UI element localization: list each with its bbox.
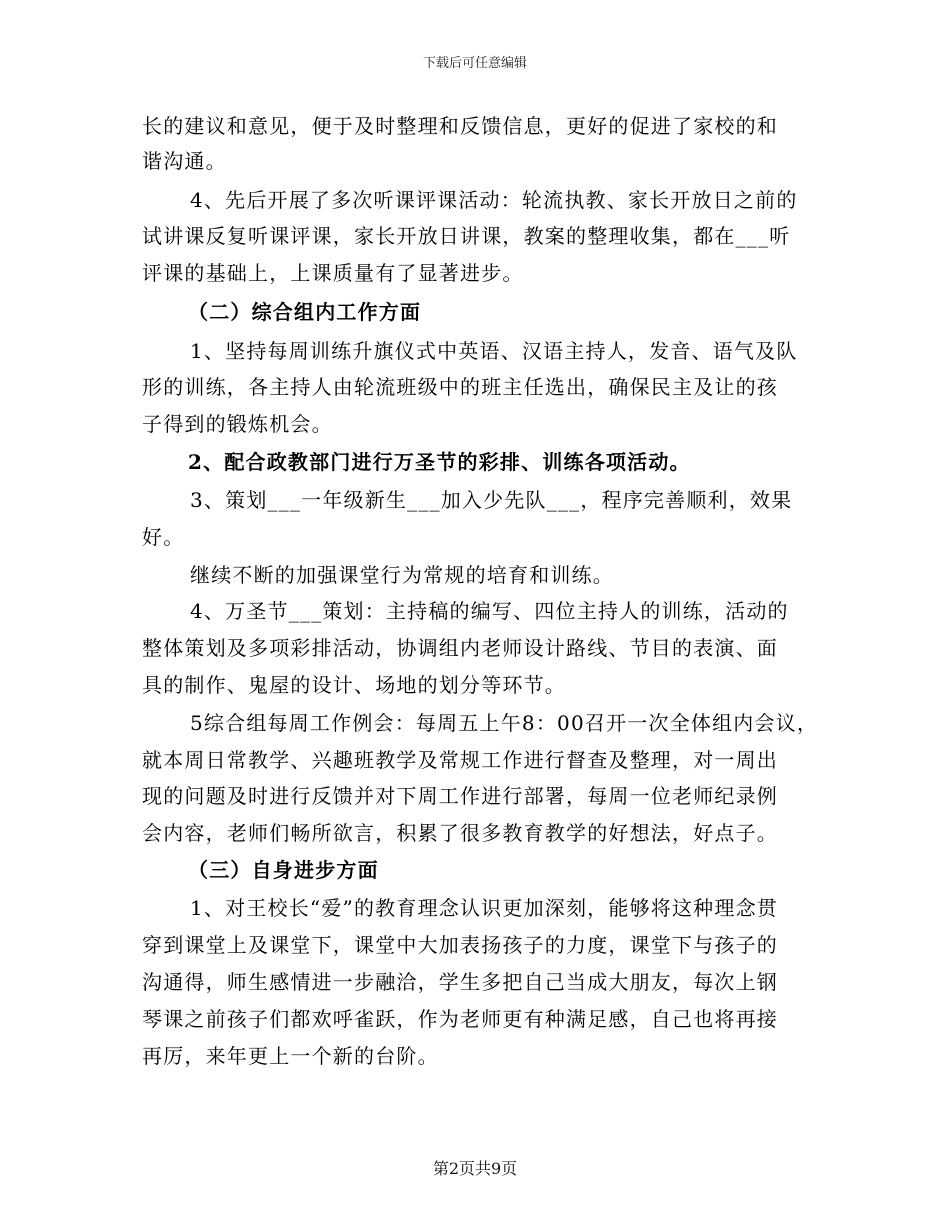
- page-number: 第2页共9页: [432, 1159, 518, 1178]
- text-line: 长的建议和意见，便于及时整理和反馈信息，更好的促进了家校的和: [142, 114, 778, 138]
- text-line: 再厉，来年更上一个新的台阶。: [142, 1044, 439, 1068]
- text-line: 会内容，老师们畅所欲言，积累了很多教育教学的好想法，好点子。: [142, 821, 778, 845]
- section-heading: 2、配合政教部门进行万圣节的彩排、训练各项活动。: [188, 450, 691, 474]
- text-line: 具的制作、鬼屋的设计、场地的划分等环节。: [142, 673, 566, 697]
- text-line: 子得到的锻炼机会。: [142, 412, 333, 436]
- text-line: 穿到课堂上及课堂下，课堂中大加表扬孩子的力度，课堂下与孩子的: [142, 933, 778, 957]
- section-heading: （三）自身进步方面: [188, 858, 379, 882]
- text-line: 琴课之前孩子们都欢呼雀跃，作为老师更有种满足感，自己也将再接: [142, 1007, 778, 1031]
- text-line: 4、先后开展了多次听课评课活动：轮流执教、家长开放日之前的: [190, 188, 798, 212]
- text-line: 评课的基础上，上课质量有了显著进步。: [142, 261, 524, 285]
- text-line: 整体策划及多项彩排活动，协调组内老师设计路线、节目的表演、面: [142, 636, 778, 660]
- text-line: 好。: [142, 525, 185, 549]
- text-line: 沟通得，师生感情进一步融洽，学生多把自己当成大朋友，每次上钢: [142, 970, 778, 994]
- text-line: 1、坚持每周训练升旗仪式中英语、汉语主持人，发音、语气及队: [190, 339, 798, 363]
- text-line: 继续不断的加强课堂行为常规的培育和训练。: [190, 563, 614, 587]
- text-line: 形的训练，各主持人由轮流班级中的班主任选出，确保民主及让的孩: [142, 375, 778, 399]
- text-line: 谐沟通。: [142, 149, 227, 173]
- text-line: 就本周日常教学、兴趣班教学及常规工作进行督查及整理，对一周出: [142, 748, 778, 772]
- section-heading: （二）综合组内工作方面: [188, 300, 422, 324]
- text-line: 3、策划___一年级新生___加入少先队___，程序完善顺利，效果: [190, 488, 793, 512]
- text-line: 5综合组每周工作例会：每周五上午8：00召开一次全体组内会议，: [190, 711, 819, 735]
- text-line: 现的问题及时进行反馈并对下周工作进行部署，每周一位老师纪录例: [142, 784, 778, 808]
- header-note: 下载后可任意编辑: [422, 56, 527, 71]
- text-line: 1、对王校长“爱”的教育理念认识更加深刻，能够将这种理念贯: [190, 896, 778, 920]
- text-line: 4、万圣节___策划：主持稿的编写、四位主持人的训练，活动的: [190, 599, 789, 623]
- text-line: 试讲课反复听课评课，家长开放日讲课，教案的整理收集，都在___听: [142, 224, 791, 248]
